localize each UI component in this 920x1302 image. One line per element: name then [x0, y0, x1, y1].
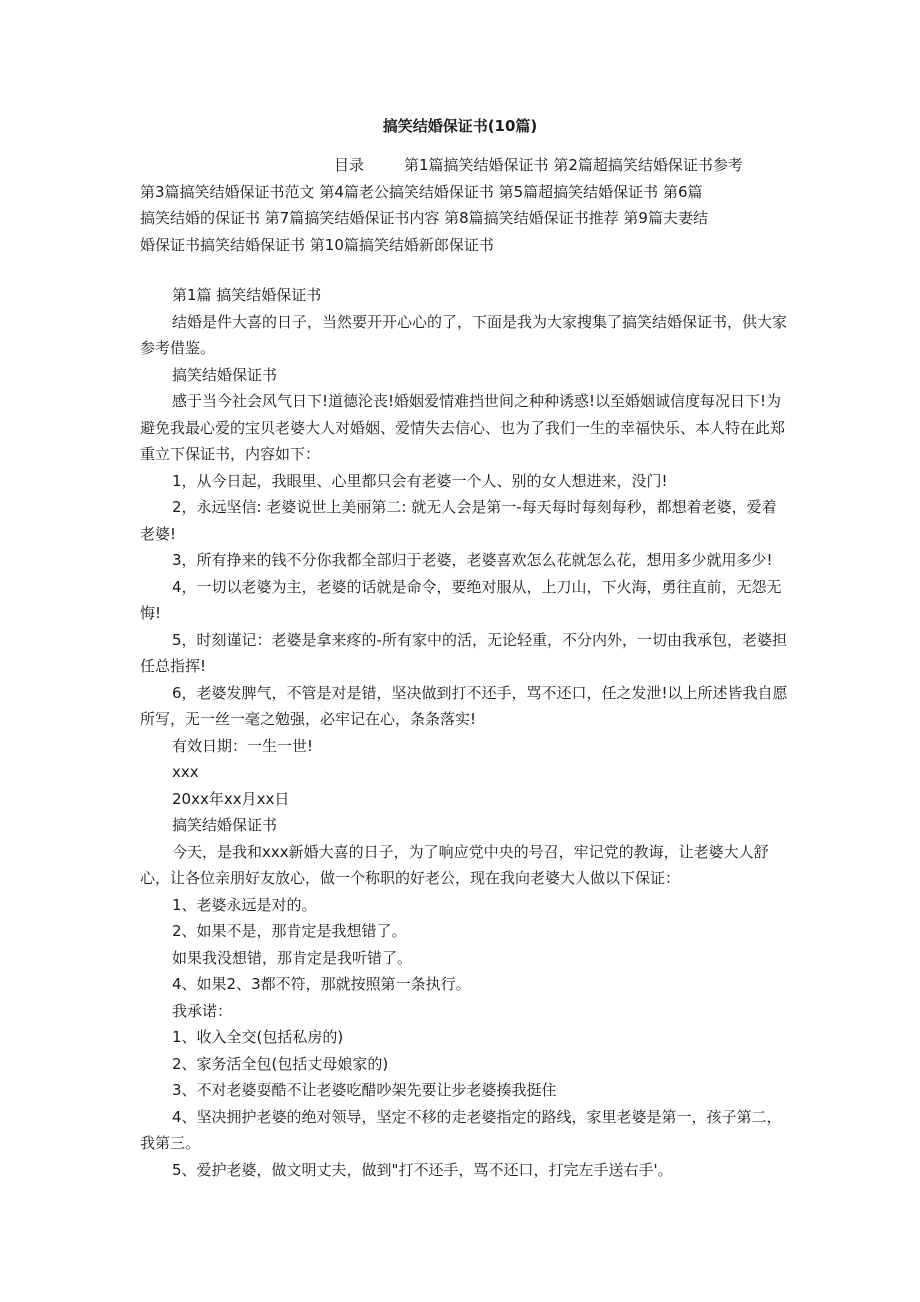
- list-item: 1、收入全交(包括私房的): [172, 1028, 344, 1046]
- list-item: 5，时刻谨记：老婆是拿来疼的-所有家中的活，无论轻重，不分内外，一切由我承包，老婆担任总指挥!: [140, 630, 787, 675]
- subheading: 搞笑结婚保证书: [172, 365, 278, 384]
- list-item: 3，所有挣来的钱不分你我都全部归于老婆，老婆喜欢怎么花就怎么花，想用多少就用多少!: [172, 551, 773, 569]
- toc-line: [140, 152, 784, 179]
- signature-line: xxx: [172, 763, 199, 781]
- toc-line: 婚保证书搞笑结婚保证书 第10篇搞笑结婚新郎保证书: [140, 235, 494, 254]
- list-item: 如果我没想错，那肯定是我听错了。: [172, 948, 413, 967]
- paragraph: 我承诺：: [172, 1001, 233, 1020]
- toc-line: 第3篇搞笑结婚保证书范文 第4篇老公搞笑结婚保证书 第5篇超搞笑结婚保证书 第6篇: [140, 182, 703, 201]
- list-item: 4、如果2、3都不符，那就按照第一条执行。: [172, 975, 471, 993]
- paragraph: 今天，是我和xxx新婚大喜的日子，为了响应党中央的号召，牢记党的教诲，让老婆大人舒心，让各位亲朋好友放心，做一个称职的好老公，现在我向老婆大人做以下保证：: [140, 842, 769, 887]
- list-item: 4、坚决拥护老婆的绝对领导，坚定不移的走老婆指定的路线，家里老婆是第一，孩子第二，我第三。: [140, 1107, 782, 1152]
- section-heading: 第1篇 搞笑结婚保证书: [172, 286, 322, 304]
- date-line: 20xx年xx月xx日: [172, 789, 290, 808]
- list-item: 6，老婆发脾气，不管是对是错，坚决做到打不还手，骂不还口，任之发泄!以上所述皆我自愿所写，无一丝一毫之勉强，必牢记在心，条条落实!: [140, 683, 788, 728]
- toc-entries: 第1篇搞笑结婚保证书 第2篇超搞笑结婚保证书参考: [404, 156, 743, 174]
- document-title: 搞笑结婚保证书(10篇): [382, 117, 538, 135]
- list-item: 1、老婆永远是对的。: [172, 895, 317, 914]
- toc-line: 搞笑结婚的保证书 第7篇搞笑结婚保证书内容 第8篇搞笑结婚保证书推荐 第9篇夫妻结: [140, 209, 708, 227]
- list-item: 2、家务活全包(包括丈母娘家的): [172, 1054, 389, 1073]
- paragraph: 感于当今社会风气日下!道德沦丧!婚姻爱情难挡世间之种种诱惑!以至婚姻诚信度每况日下!为避免我最心爱的宝贝老婆大人对婚姻、爱情失去信心、也为了我们一生的幸福快乐、本人特在此郑重立下保证书，内容如下：: [140, 392, 786, 463]
- list-item: 3、不对老婆耍酷不让老婆吃醋吵架先要让步老婆揍我挺住: [172, 1081, 557, 1099]
- validity-line: 有效日期：一生一世!: [172, 736, 314, 755]
- table-of-contents: [140, 152, 784, 258]
- document-body: [140, 282, 790, 1183]
- list-item: 1，从今日起，我眼里、心里都只会有老婆一个人、别的女人想进来，没门!: [172, 471, 668, 490]
- list-item: 2，永远坚信: 老婆说世上美丽第二: 就无人会是第一-每天每时每刻每秒，都想着老婆，爱着老婆!: [140, 498, 777, 543]
- subheading: 搞笑结婚保证书: [172, 816, 278, 834]
- toc-label: 目录: [334, 156, 365, 174]
- list-item: 4，一切以老婆为主，老婆的话就是命令，要绝对服从，上刀山，下火海，勇往直前，无怨无悔!: [140, 577, 782, 622]
- list-item: 2、如果不是，那肯定是我想错了。: [172, 922, 407, 940]
- list-item: 5、爱护老婆，做文明丈夫，做到"打不还手，骂不还口，打完左手送右手'。: [172, 1160, 673, 1179]
- paragraph: 结婚是件大喜的日子，当然要开开心心的了，下面是我为大家搜集了搞笑结婚保证书，供大家参考借鉴。: [140, 312, 788, 357]
